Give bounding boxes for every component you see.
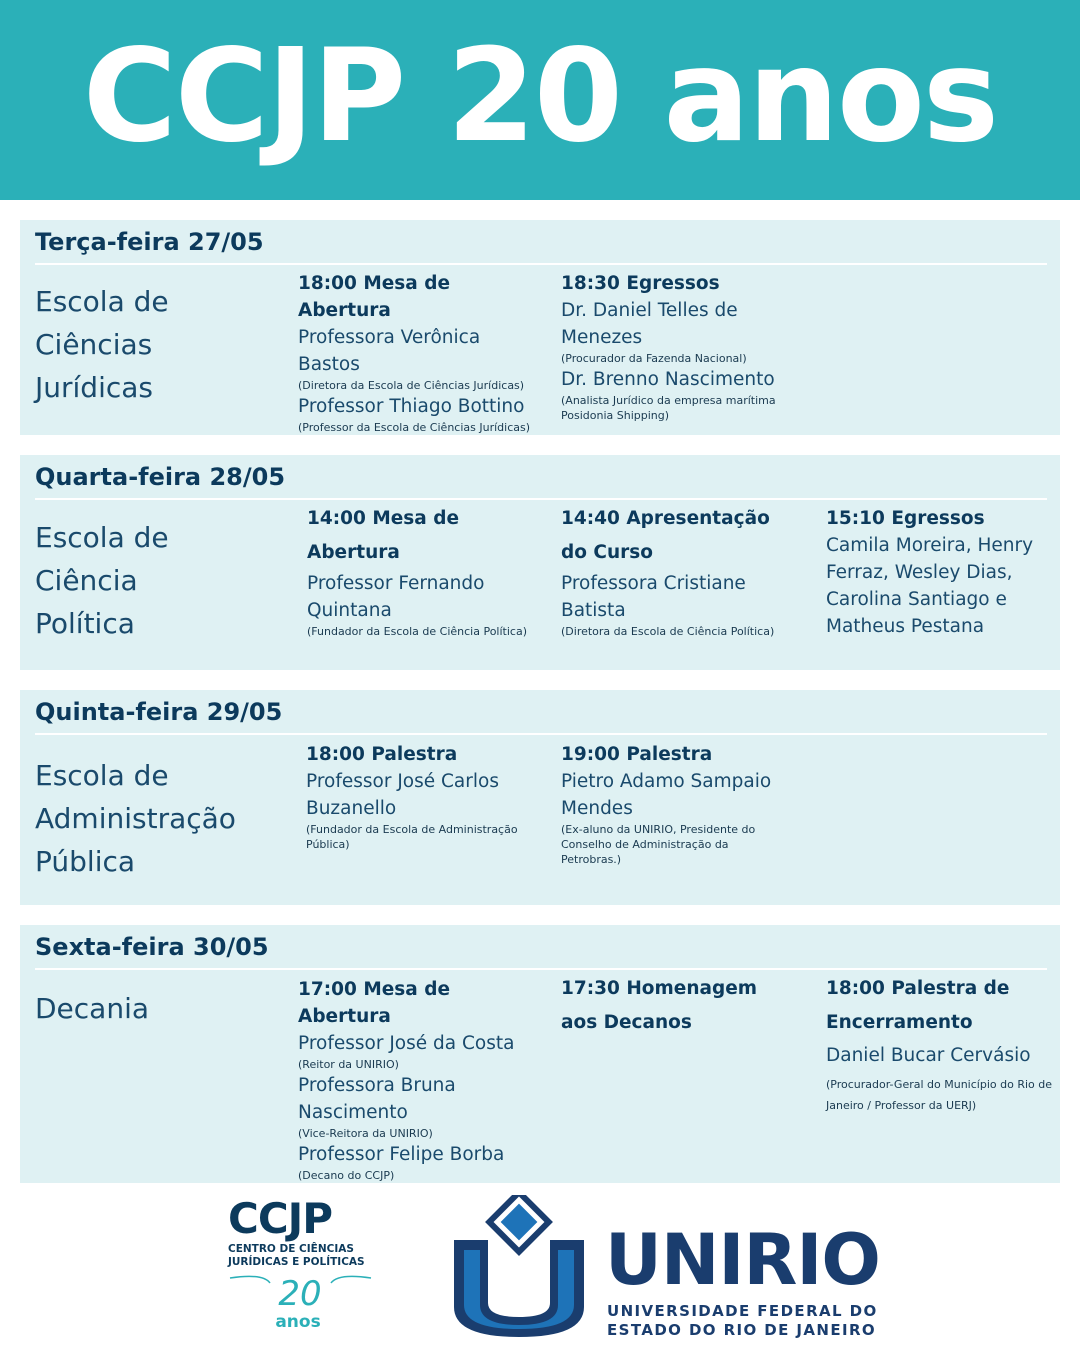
person-note: (Ex-aluno da UNIRIO, Presidente do Conselho de Administração da Petrobras.) <box>561 823 756 866</box>
divider <box>35 263 1047 265</box>
person-note: (Diretora da Escola de Ciências Jurídicas) <box>298 379 525 392</box>
person-note: (Decano do CCJP) <box>298 1169 395 1182</box>
person-note: (Diretora da Escola de Ciência Política) <box>561 625 775 638</box>
school-name <box>35 280 285 409</box>
event-title: 17:30 Homenagem aos Decanos <box>561 978 758 1033</box>
person-name: Dr. Brenno Nascimento <box>561 369 775 390</box>
school-line: Escola de <box>35 521 169 554</box>
event-column <box>561 741 786 867</box>
ccjp-logo <box>228 1195 373 1335</box>
event-column <box>561 270 786 423</box>
school-line: Política <box>35 607 135 640</box>
event-title: 18:00 Palestra de Encerramento <box>826 978 1010 1033</box>
school-line: Ciências <box>35 328 153 361</box>
unirio-subtitle <box>607 1302 878 1340</box>
event-column <box>561 502 791 639</box>
day-title: Terça-feira 27/05 <box>35 228 264 256</box>
person-note: (Professor da Escola de Ciências Jurídicas) <box>298 421 531 434</box>
event-column <box>561 972 801 1040</box>
school-line: Escola de <box>35 759 169 792</box>
unirio-subtitle-line: UNIVERSIDADE FEDERAL DO <box>607 1302 878 1320</box>
anniversary-word: anos <box>275 1312 321 1331</box>
person-note: (Procurador da Fazenda Nacional) <box>561 352 747 365</box>
event-title: 18:30 Egressos <box>561 273 720 294</box>
event-title: 14:40 Apresentação do Curso <box>561 508 770 563</box>
day-title: Quinta-feira 29/05 <box>35 698 283 726</box>
event-title: 15:10 Egressos <box>826 508 985 529</box>
unirio-logo-text: UNIRIO <box>605 1219 880 1301</box>
person-note: (Procurador-Geral do Município do Rio de Janeiro / Professor da UERJ) <box>826 1078 1052 1112</box>
person-note: (Analista Jurídico da empresa marítima Posidonia Shipping) <box>561 394 776 422</box>
day-panel-thursday <box>20 690 1060 905</box>
person-name: Daniel Bucar Cervásio <box>826 1045 1031 1066</box>
person-name: Professora Bruna Nascimento <box>298 1075 456 1123</box>
unirio-emblem-icon <box>450 1195 590 1340</box>
divider <box>35 733 1047 735</box>
person-note: (Reitor da UNIRIO) <box>298 1058 399 1071</box>
person-name: Camila Moreira, Henry Ferraz, Wesley Dias, Carolina Santiago e Matheus Pestana <box>826 535 1034 637</box>
day-title: Quarta-feira 28/05 <box>35 463 286 491</box>
event-column <box>298 270 538 435</box>
person-name: Professor José da Costa <box>298 1033 515 1054</box>
event-title: 18:00 Palestra <box>306 744 458 765</box>
event-column <box>307 502 527 639</box>
anniversary-number: 20 <box>278 1274 322 1314</box>
header-banner <box>0 0 1080 200</box>
school-line: Ciência <box>35 564 138 597</box>
day-title: Sexta-feira 30/05 <box>35 933 269 961</box>
page-title: CCJP 20 anos <box>82 22 998 171</box>
person-note: (Vice-Reitora da UNIRIO) <box>298 1127 433 1140</box>
event-column <box>826 502 1051 640</box>
person-name: Professor José Carlos Buzanello <box>306 771 499 819</box>
person-note: (Fundador da Escola de Administração Pública) <box>306 823 518 851</box>
school-line: Escola de <box>35 285 169 318</box>
person-name: Professora Verônica Bastos <box>298 327 481 375</box>
school-name <box>35 987 285 1030</box>
school-line: Administração <box>35 802 236 835</box>
day-panel-wednesday <box>20 455 1060 670</box>
ccjp-subtitle-line: JURÍDICAS E POLÍTICAS <box>228 1256 365 1268</box>
person-name: Dr. Daniel Telles de Menezes <box>561 300 738 348</box>
ccjp-20-anos-emblem <box>228 1269 373 1331</box>
person-name: Professor Thiago Bottino <box>298 396 525 417</box>
event-title: 19:00 Palestra <box>561 744 713 765</box>
person-name: Pietro Adamo Sampaio Mendes <box>561 771 772 819</box>
person-name: Professora Cristiane Batista <box>561 573 746 621</box>
unirio-subtitle-line: ESTADO DO RIO DE JANEIRO <box>607 1321 877 1339</box>
day-panel-friday <box>20 925 1060 1183</box>
person-name: Professor Fernando Quintana <box>307 573 485 621</box>
person-note: (Fundador da Escola de Ciência Política) <box>307 625 527 638</box>
school-name <box>35 516 285 645</box>
divider <box>35 498 1047 500</box>
person-name: Professor Felipe Borba <box>298 1144 505 1165</box>
event-title: 18:00 Mesa de Abertura <box>298 273 451 321</box>
event-column <box>306 741 531 852</box>
ccjp-logo-text: CCJP <box>228 1194 333 1243</box>
ccjp-subtitle-line: CENTRO DE CIÊNCIAS <box>228 1243 354 1255</box>
school-name <box>35 754 285 883</box>
school-line: Jurídicas <box>35 371 153 404</box>
event-column <box>298 976 538 1183</box>
event-title: 14:00 Mesa de Abertura <box>307 508 460 563</box>
event-column <box>826 972 1054 1116</box>
day-panel-tuesday <box>20 220 1060 435</box>
school-line: Pública <box>35 845 136 878</box>
school-line: Decania <box>35 992 150 1025</box>
event-title: 17:00 Mesa de Abertura <box>298 979 451 1027</box>
divider <box>35 968 1047 970</box>
